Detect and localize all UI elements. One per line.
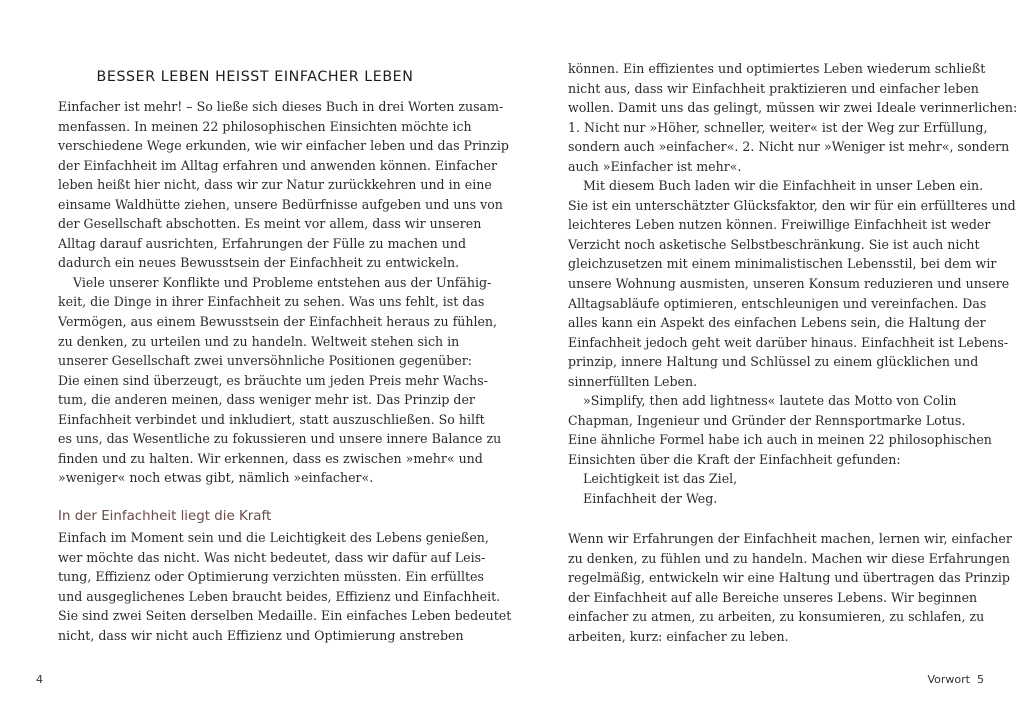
text-line: Einfachheit jedoch geht weit darüber hinaus. Einfachheit ist Lebens- — [568, 334, 1009, 350]
text-line: nicht, dass wir nicht auch Effizienz und Optimierung anstreben — [58, 627, 464, 643]
text-line: Eine ähnliche Formel habe ich auch in meinen 22 philosophischen — [568, 432, 992, 448]
text-line: wollen. Damit uns das gelingt, müssen wir zwei Ideale verinnerlichen: — [568, 100, 1018, 116]
page-number: 5 — [977, 673, 984, 686]
running-head: Vorwort — [927, 673, 970, 686]
page-number: 4 — [36, 673, 43, 686]
text-line: einfacher zu atmen, zu arbeiten, zu konsumieren, zu schlafen, zu — [568, 609, 985, 625]
text-line: wer möchte das nicht. Was nicht bedeutet, dass wir dafür auf Leis- — [58, 549, 486, 565]
text-line: unsere Wohnung ausmisten, unseren Konsum reduzieren und unsere — [568, 276, 1010, 292]
text-line: Sie sind zwei Seiten derselben Medaille. Ein einfaches Leben bedeutet — [58, 608, 512, 624]
text-line: Vermögen, aus einem Bewusstsein der Einfachheit heraus zu fühlen, — [58, 314, 498, 330]
text-line: nicht aus, dass wir Einfachheit praktizieren und einfacher leben — [568, 80, 979, 96]
text-line: Einfach im Moment sein und die Leichtigkeit des Lebens genießen, — [58, 530, 489, 545]
text-line: leben heißt hier nicht, dass wir zur Natur zurückkehren und in eine — [58, 177, 492, 193]
page-footer-right — [928, 673, 985, 686]
text-line: auch »Einfacher ist mehr«. — [568, 158, 742, 174]
text-line: Wenn wir Erfahrungen der Einfachheit machen, lernen wir, einfacher — [568, 531, 1012, 546]
text-line: der Gesellschaft abschotten. Es meint vor allem, dass wir unseren — [58, 216, 482, 232]
text-line: Einfachheit verbindet und inkludiert, statt auszuschließen. So hilft — [58, 411, 485, 427]
text-line: gleichzusetzen mit einem minimalistischen Lebensstil, bei dem wir — [568, 256, 997, 272]
left-section-text — [58, 528, 512, 645]
text-line: es uns, das Wesentliche zu fokussieren und unsere innere Balance zu — [58, 431, 502, 447]
text-line: keit, die Dinge in ihrer Einfachheit zu sehen. Was uns fehlt, ist das — [58, 294, 485, 310]
text-line: der Einfachheit im Alltag erfahren und anwenden können. Einfacher — [58, 157, 497, 173]
text-line: sinnerfüllten Leben. — [568, 373, 698, 389]
text-line: menfassen. In meinen 22 philosophischen Einsichten möchte ich — [58, 118, 472, 134]
text-line: Verzicht noch asketische Selbstbeschränkung. Sie ist auch nicht — [568, 236, 980, 252]
text-line: Viele unserer Konflikte und Probleme entstehen aus der Unfähig- — [73, 274, 492, 290]
text-line: alles kann ein Aspekt des einfachen Lebens sein, die Haltung der — [568, 315, 986, 331]
text-line: können. Ein effizientes und optimiertes Leben wiederum schließt — [568, 61, 986, 76]
text-line: arbeiten, kurz: einfacher zu leben. — [568, 628, 789, 644]
text-line: Leichtigkeit ist das Ziel, — [583, 471, 738, 487]
text-line: der Einfachheit auf alle Bereiche unseres Lebens. Wir beginnen — [568, 589, 978, 605]
right-closing-text — [568, 529, 1012, 646]
right-body-text — [568, 59, 1018, 509]
text-line: Mit diesem Buch laden wir die Einfachheit in unser Leben ein. — [583, 178, 984, 194]
text-line: Sie ist ein unterschätzter Glücksfaktor, den wir für ein erfüllteres und — [568, 197, 1016, 213]
text-line: zu denken, zu urteilen und zu handeln. Weltweit stehen sich in — [58, 333, 460, 349]
text-line: dadurch ein neues Bewusstsein der Einfachheit zu entwickeln. — [58, 255, 460, 271]
page-number-left — [36, 673, 43, 686]
text-line: leichteres Leben nutzen können. Freiwillige Einfachheit ist weder — [568, 217, 991, 233]
text-line: Die einen sind überzeugt, es bräuchte um jeden Preis mehr Wachs- — [58, 372, 488, 388]
text-line: Einfachheit der Weg. — [583, 491, 718, 507]
text-line: verschiedene Wege erkunden, wie wir einfacher leben und das Prinzip — [58, 138, 509, 154]
text-line: Einsichten über die Kraft der Einfachheit gefunden: — [568, 451, 901, 467]
text-line: tum, die anderen meinen, dass weniger mehr ist. Das Prinzip der — [58, 392, 475, 408]
text-line: Alltagsabläufe optimieren, entschleunigen und vereinfachen. Das — [568, 295, 987, 311]
right-page — [510, 0, 1020, 721]
text-line: Chapman, Ingenieur und Gründer der Rennsportmarke Lotus. — [568, 412, 966, 428]
text-line: »Simplify, then add lightness« lautete das Motto von Colin — [583, 393, 957, 409]
text-line: prinzip, innere Haltung und Schlüssel zu einem glücklichen und — [568, 354, 979, 370]
chapter-title: BESSER LEBEN HEISST EINFACHER LEBEN — [96, 68, 414, 85]
text-line: zu denken, zu fühlen und zu handeln. Machen wir diese Erfahrungen — [568, 550, 1011, 566]
text-line: Alltag darauf ausrichten, Erfahrungen der Fülle zu machen und — [58, 235, 467, 251]
text-line: regelmäßig, entwickeln wir eine Haltung und übertragen das Prinzip — [568, 570, 1010, 586]
text-line: 1. Nicht nur »Höher, schneller, weiter« ist der Weg zur Erfüllung, — [568, 119, 988, 135]
text-line: und ausgeglichenes Leben braucht beides, Effizienz und Einfachheit. — [58, 588, 501, 604]
text-line: sondern auch »einfacher«. 2. Nicht nur »Weniger ist mehr«, sondern — [568, 139, 1010, 155]
left-body-text — [58, 97, 509, 488]
text-line: einsame Waldhütte ziehen, unsere Bedürfnisse aufgeben und uns von — [58, 196, 503, 212]
text-line: »weniger« noch etwas gibt, nämlich »einfacher«. — [58, 470, 374, 486]
text-line: finden und zu halten. Wir erkennen, dass es zwischen »mehr« und — [58, 450, 483, 466]
text-line: tung, Effizienz oder Optimierung verzichten müssten. Ein erfülltes — [58, 569, 484, 585]
text-line: unserer Gesellschaft zwei unversöhnliche Positionen gegenüber: — [58, 353, 473, 369]
section-subheading: In der Einfachheit liegt die Kraft — [58, 509, 272, 524]
text-line: Einfacher ist mehr! – So ließe sich dieses Buch in drei Worten zusam- — [58, 99, 504, 114]
